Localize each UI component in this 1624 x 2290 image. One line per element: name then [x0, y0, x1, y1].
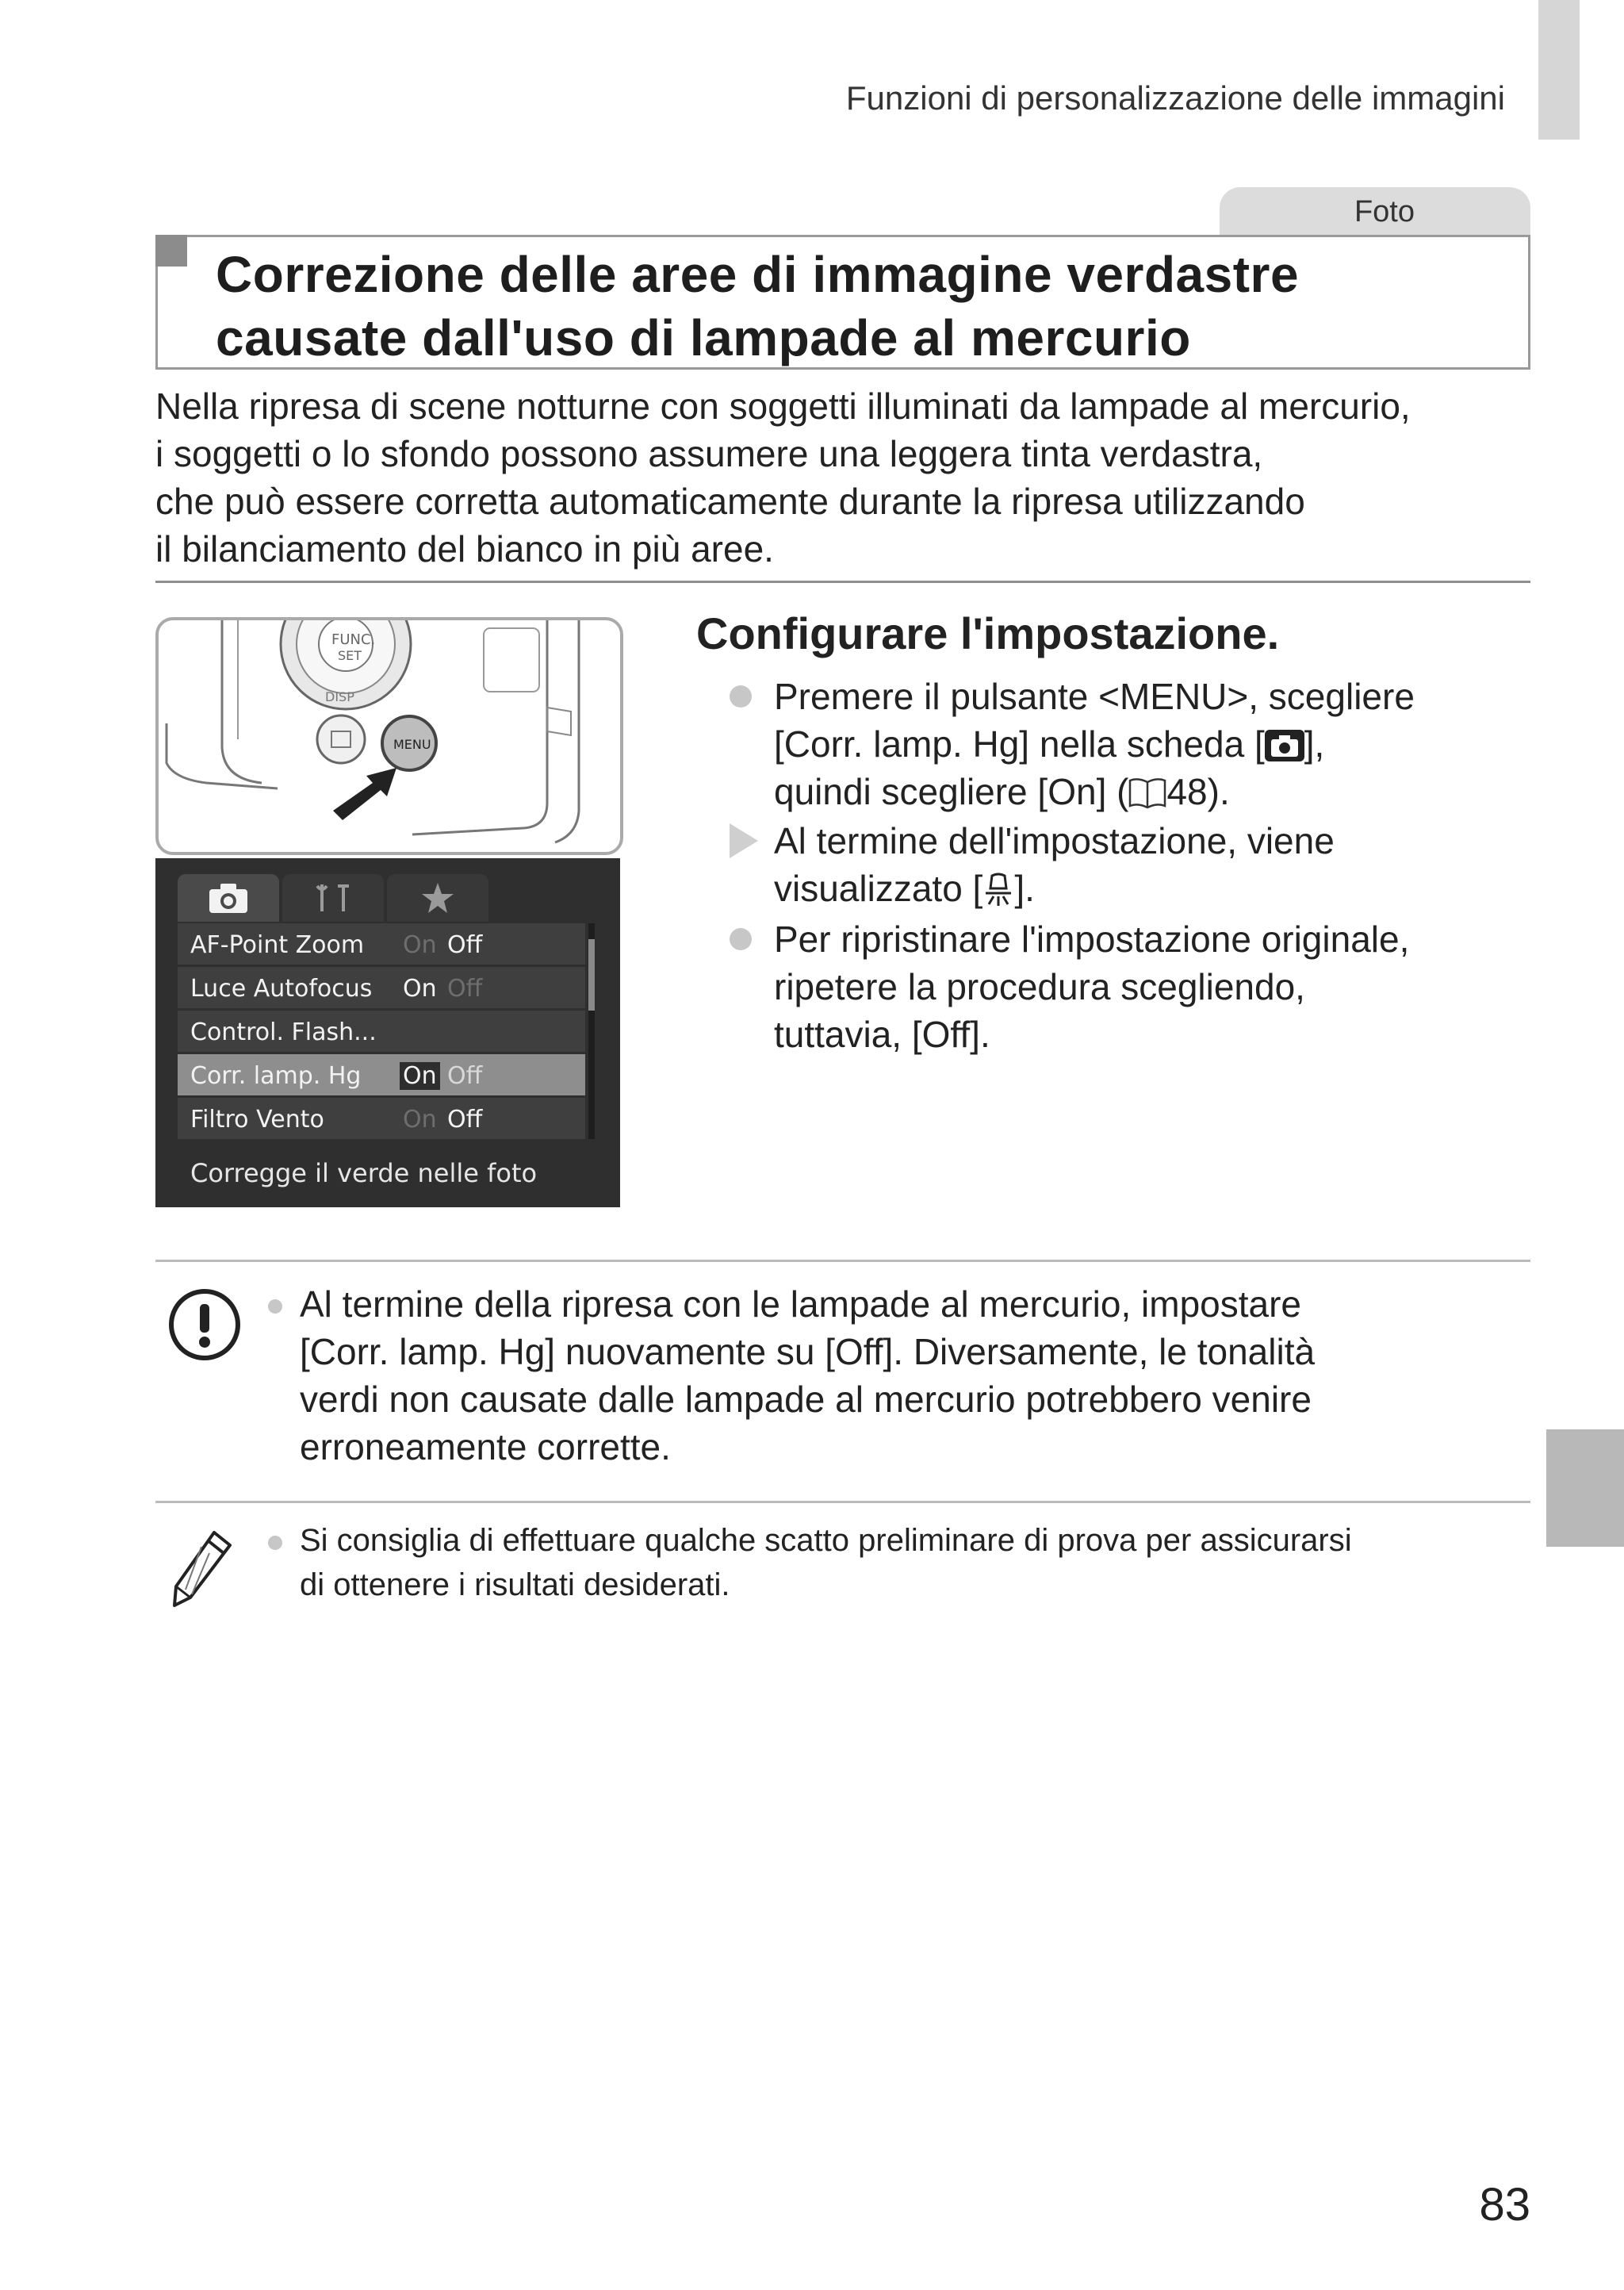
note-line: Al termine della ripresa con le lampade al mercurio, impostare	[300, 1283, 1302, 1325]
note-bullet	[268, 1299, 282, 1314]
set-label: SET	[338, 648, 362, 663]
step-text: quindi scegliere [On] (	[774, 771, 1129, 812]
caution-note-text	[300, 1280, 1537, 1471]
section-edge-tab	[1546, 1429, 1624, 1547]
step-text: ].	[1014, 868, 1035, 909]
camera-icon	[206, 881, 251, 915]
note-line: Si consiglia di effettuare qualche scatto preliminare di prova per assicurarsi	[300, 1523, 1352, 1558]
page-number: 83	[1479, 2179, 1530, 2231]
page-title	[216, 243, 1516, 370]
menu-option-on: On	[403, 975, 437, 1003]
instruction-step-2	[730, 817, 1554, 919]
step-line	[774, 720, 1567, 768]
menu-option-off: Off	[447, 931, 483, 959]
bullet-dot	[730, 685, 752, 708]
menu-row-filtro-vento	[178, 1098, 585, 1139]
menu-tab-bar	[178, 874, 603, 922]
pencil-icon	[170, 1528, 235, 1609]
tools-icon	[311, 881, 355, 915]
note-divider	[155, 1501, 1530, 1503]
book-reference-icon	[1128, 777, 1166, 809]
step-line: Per ripristinare l'impostazione originale,	[774, 919, 1410, 960]
result-arrow-icon	[730, 823, 758, 858]
instruction-step-3	[730, 915, 1554, 1066]
note-line: [Corr. lamp. Hg] nuovamente su [Off]. Diversamente, le tonalità	[300, 1331, 1316, 1372]
menu-option-off: Off	[447, 1062, 483, 1090]
menu-row-label: AF-Point Zoom	[190, 931, 365, 959]
menu-row-label: Filtro Vento	[190, 1106, 324, 1133]
instructions-title: Configurare l'impostazione.	[696, 608, 1280, 658]
menu-button-label: MENU	[393, 737, 431, 752]
instruction-step-3-text	[774, 915, 1567, 1058]
menu-list	[178, 923, 585, 1141]
menu-row-control-flash	[178, 1011, 585, 1052]
note-bullet	[268, 1536, 282, 1550]
page-title-line-2: causate dall'uso di lampade al mercurio	[216, 309, 1191, 366]
menu-option-on: On	[403, 1106, 437, 1133]
step-line	[774, 768, 1567, 815]
page-title-line-1: Correzione delle aree di immagine verdastre	[216, 246, 1300, 303]
intro-line: i soggetti o lo sfondo possono assumere una leggera tinta verdastra,	[155, 433, 1263, 474]
step-line: tuttavia, [Off].	[774, 1014, 990, 1055]
step-line: ripetere la procedura scegliendo,	[774, 966, 1305, 1007]
camera-menu-screen	[155, 858, 620, 1207]
camera-tab-icon	[1265, 730, 1304, 761]
step-text: [Corr. lamp. Hg] nella scheda [	[774, 723, 1265, 765]
step-text: visualizzato [	[774, 868, 983, 909]
tab-shooting	[178, 874, 279, 922]
caution-icon	[167, 1287, 243, 1363]
camera-illustration	[155, 617, 623, 855]
step-line: Al termine dell'impostazione, viene	[774, 820, 1335, 861]
menu-scroll-thumb	[588, 939, 595, 1011]
star-icon	[420, 881, 455, 915]
menu-option-off: Off	[447, 975, 483, 1003]
step-line: Premere il pulsante <MENU>, scegliere	[774, 676, 1415, 717]
menu-caption: Corregge il verde nelle foto	[190, 1158, 538, 1188]
menu-row-label: Control. Flash...	[190, 1018, 377, 1046]
menu-option-on: On	[400, 1062, 440, 1090]
mode-tab	[1220, 187, 1530, 236]
disp-label: DISP	[325, 689, 354, 704]
note-line: verdi non causate dalle lampade al mercurio potrebbero venire	[300, 1379, 1312, 1420]
tip-note-text	[300, 1518, 1537, 1607]
step-text: 48).	[1166, 771, 1230, 812]
note-line: erroneamente corrette.	[300, 1426, 671, 1467]
camera-back-drawing	[159, 620, 620, 852]
step-text: ],	[1304, 723, 1325, 765]
title-corner-marker	[155, 235, 187, 267]
menu-row-label: Luce Autofocus	[190, 975, 373, 1003]
instruction-step-2-text	[774, 817, 1567, 912]
intro-line: il bilanciamento del bianco in più aree.	[155, 528, 774, 570]
menu-row-af-point-zoom	[178, 923, 585, 965]
bullet-dot	[730, 928, 752, 950]
menu-row-luce-autofocus	[178, 967, 585, 1008]
step-line	[774, 865, 1567, 912]
tab-settings	[282, 874, 384, 922]
note-line: di ottenere i risultati desiderati.	[300, 1567, 730, 1602]
menu-row-corr-lamp-hg	[178, 1054, 585, 1095]
menu-option-off: Off	[447, 1106, 483, 1133]
chapter-edge-tab	[1538, 0, 1580, 140]
intro-line: che può essere corretta automaticamente durante la ripresa utilizzando	[155, 481, 1305, 522]
intro-paragraph	[155, 382, 1551, 573]
menu-row-label: Corr. lamp. Hg	[190, 1062, 362, 1090]
mercury-lamp-icon	[982, 873, 1014, 907]
running-header: Funzioni di personalizzazione delle immagini	[845, 79, 1505, 117]
menu-option-on: On	[403, 931, 437, 959]
mode-tab-label: Foto	[1354, 194, 1415, 228]
menu-scrollbar	[588, 923, 595, 1139]
intro-line: Nella ripresa di scene notturne con soggetti illuminati da lampade al mercurio,	[155, 386, 1411, 427]
instruction-step-1	[730, 673, 1554, 823]
instruction-step-1-text	[774, 673, 1567, 815]
func-label: FUNC.	[331, 631, 376, 648]
note-divider	[155, 1260, 1530, 1262]
tab-my-menu	[387, 874, 488, 922]
section-divider	[155, 581, 1530, 583]
